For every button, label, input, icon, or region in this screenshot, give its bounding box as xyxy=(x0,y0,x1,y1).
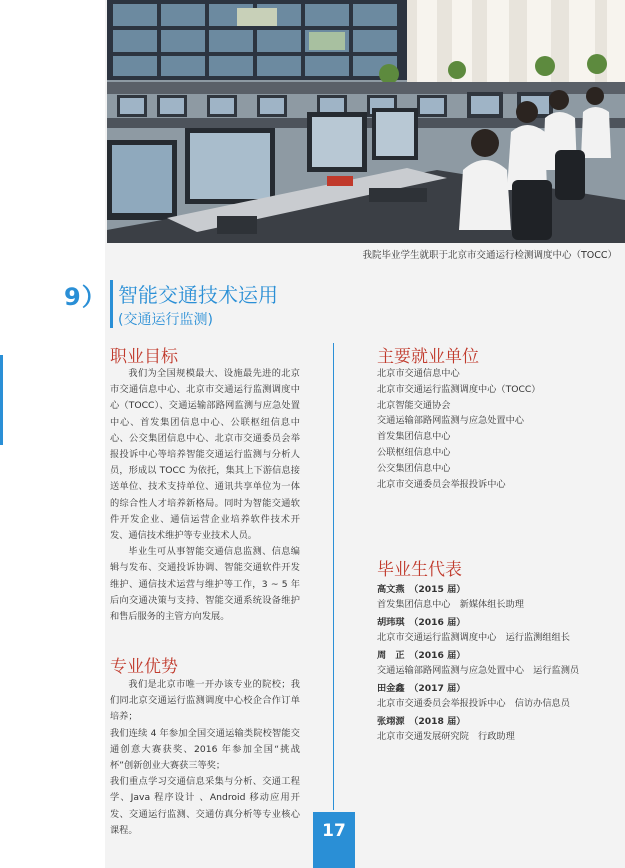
graduate-name: 胡玮琪 （2016 届） xyxy=(377,617,466,628)
left-accent-bar xyxy=(0,355,3,445)
career-goal-heading: 职业目标 xyxy=(110,347,178,367)
employer-item: 北京市交通委员会举报投诉中心 xyxy=(377,478,506,490)
employer-item: 首发集团信息中心 xyxy=(377,431,451,443)
column-divider xyxy=(333,343,334,810)
advantages-text xyxy=(110,677,300,839)
career-goal-paragraph: 毕业生可从事智能交通信息监测、信息编辑与发布、交通投诉协调、智能交通软件开发维护、通信技术运营与维护等工作，3 ~ 5 年后向交通决策与支持、智能交通系统设备维护和售后服务的主管方向发展。 xyxy=(110,546,300,623)
control-room-illustration xyxy=(107,0,625,243)
employer-item: 北京智能交通协会 xyxy=(377,399,451,411)
graduate-item xyxy=(377,714,617,744)
page-number: 17 xyxy=(322,821,346,841)
advantages-paragraph: 我们连续 4 年参加全国交通运输类院校智能交通创意大赛获奖、2016 年参加全国“挑战杯”创新创业大赛获三等奖； xyxy=(110,727,300,772)
graduate-position: 交通运输部路网监测与应急处置中心 运行监测员 xyxy=(377,665,580,676)
graduate-name: 周 正 （2016 届） xyxy=(377,650,466,661)
employer-item: 公交集团信息中心 xyxy=(377,462,451,474)
graduate-position: 北京市交通发展研究院 行政助理 xyxy=(377,731,515,742)
graduate-item xyxy=(377,648,617,678)
employer-item: 北京市交通信息中心 xyxy=(377,368,460,379)
graduate-item xyxy=(377,582,617,612)
employer-item: 公联枢纽信息中心 xyxy=(377,446,451,458)
employers-heading: 主要就业单位 xyxy=(377,347,479,367)
graduate-position: 北京市交通运行监测调度中心 运行监测组组长 xyxy=(377,632,570,643)
employer-item: 交通运输部路网监测与应急处置中心 xyxy=(377,415,524,427)
left-margin xyxy=(0,0,105,868)
graduate-name: 田金鑫 （2017 届） xyxy=(377,683,466,694)
graduate-name: 高文燕 （2015 届） xyxy=(377,584,466,595)
control-room-photo xyxy=(107,0,625,243)
employers-list xyxy=(377,366,541,492)
graduate-position: 首发集团信息中心 新媒体组长助理 xyxy=(377,599,524,610)
graduate-item xyxy=(377,681,617,711)
advantages-heading: 专业优势 xyxy=(110,657,178,677)
graduates-heading: 毕业生代表 xyxy=(377,560,462,580)
graduate-position: 北京市交通委员会举报投诉中心 信访办信息员 xyxy=(377,698,570,709)
advantages-paragraph: 我们是北京市唯一开办该专业的院校；我们同北京交通运行监测调度中心校企合作订单培养； xyxy=(110,679,300,723)
section-subtitle: (交通运行监测) xyxy=(118,312,213,328)
employer-item: 北京市交通运行监测调度中心（TOCC） xyxy=(377,383,541,395)
graduate-item xyxy=(377,615,617,645)
photo-caption: 我院毕业学生就职于北京市交通运行检测调度中心（TOCC） xyxy=(362,250,617,261)
graduate-name: 张翊源 （2018 届） xyxy=(377,716,466,727)
section-accent-bar xyxy=(110,280,113,328)
graduates-list xyxy=(377,582,617,747)
section-title: 智能交通技术运用 xyxy=(118,283,278,307)
page-number-box xyxy=(313,812,355,868)
section-number: 9） xyxy=(64,283,107,311)
career-goal-paragraph: 我们为全国规模最大、设施最先进的北京市交通信息中心、北京市交通运行监测调度中心（TOCC）、交通运输部路网监测与应急处置中心、首发集团信息中心、公联枢纽信息中心、公交集团信息中心、北京市交通委员会举报投诉中心等培养智能交通运行监测与分析人员，形成以 TOCC 为依托，集其上下游信息接送单位、技术支持单位、通讯共享单位为一体的综合性人才培养新格局。同时为智能交通软件开发企业、通信运营企业培养软件技术开发、通信技术维护等专业技术人员。 xyxy=(110,368,300,542)
career-goal-text xyxy=(110,366,300,625)
advantages-paragraph: 我们重点学习交通信息采集与分析、交通工程学、Java 程序设计 、Android 移动应用开发、交通运行监测、交通仿真分析等专业核心课程。 xyxy=(110,776,300,836)
